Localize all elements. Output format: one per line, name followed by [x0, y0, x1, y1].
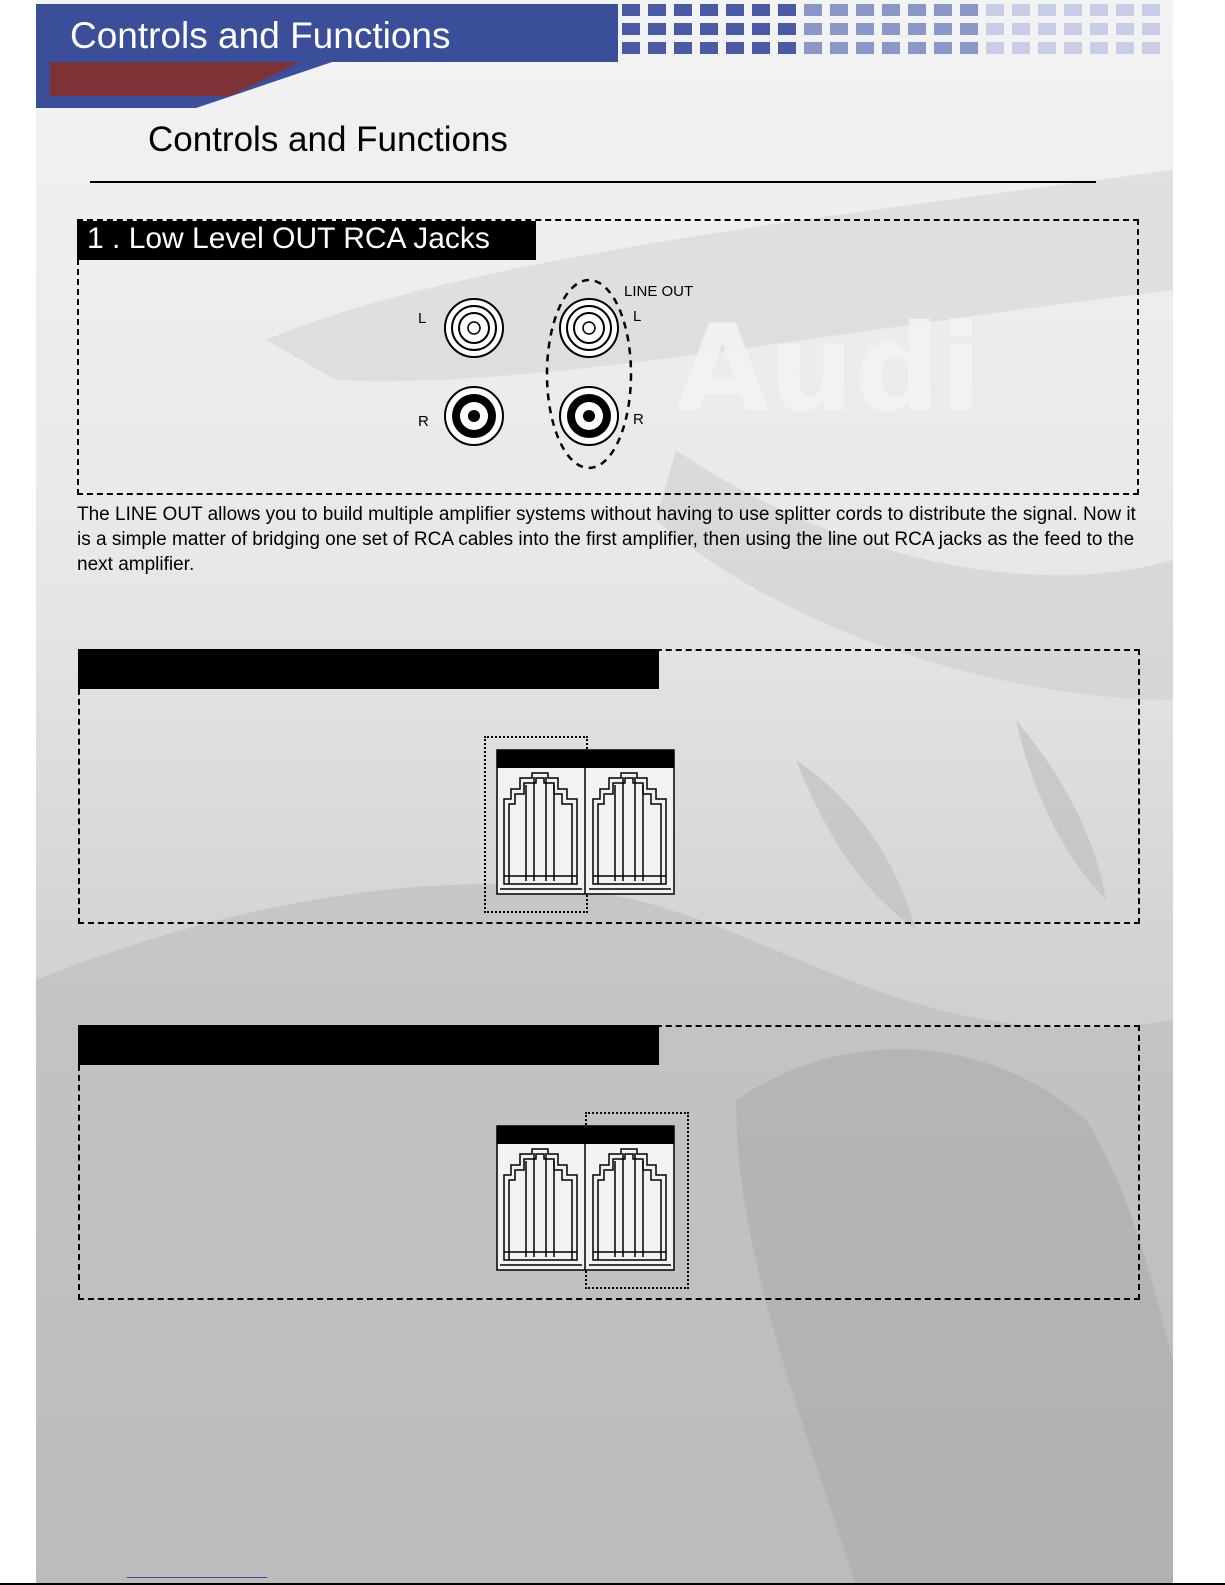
header-band-title: Controls and Functions	[70, 15, 451, 56]
grid-square	[908, 23, 926, 35]
grid-square	[1142, 42, 1160, 54]
grid-square	[778, 23, 796, 35]
section2-label	[78, 649, 659, 689]
grid-square	[1116, 4, 1134, 16]
footer-link-underline	[127, 1577, 267, 1578]
grid-square	[622, 4, 640, 16]
grid-square	[648, 23, 666, 35]
grid-square	[960, 42, 978, 54]
grid-square	[882, 4, 900, 16]
grid-square	[700, 42, 718, 54]
grid-square	[986, 4, 1004, 16]
grid-square	[830, 42, 848, 54]
title-underline	[90, 181, 1096, 183]
grid-square	[778, 4, 796, 16]
in-left-label: L	[418, 310, 427, 327]
grid-square	[934, 4, 952, 16]
grid-square	[622, 42, 640, 54]
in-right-label: R	[418, 413, 429, 430]
grid-square	[856, 4, 874, 16]
grid-square	[1038, 4, 1056, 16]
grid-square	[622, 23, 640, 35]
grid-square	[986, 42, 1004, 54]
grid-square	[778, 42, 796, 54]
grid-square	[934, 42, 952, 54]
out-right-label: R	[633, 411, 644, 428]
grid-square	[752, 4, 770, 16]
switch-diagram-2	[496, 1125, 676, 1271]
grid-square	[1038, 23, 1056, 35]
grid-square	[752, 23, 770, 35]
page-title: Controls and Functions	[148, 120, 508, 159]
grid-square	[648, 42, 666, 54]
grid-square	[856, 23, 874, 35]
grid-square	[830, 23, 848, 35]
grid-square	[700, 23, 718, 35]
grid-square	[1142, 23, 1160, 35]
grid-square	[726, 4, 744, 16]
rca-jack-in-right	[445, 387, 503, 445]
header-decorative-grid	[622, 4, 1160, 54]
grid-square	[1064, 42, 1082, 54]
svg-text:Audi: Audi	[676, 300, 982, 439]
grid-square	[804, 23, 822, 35]
grid-square	[1090, 4, 1108, 16]
section3-label	[78, 1025, 659, 1065]
grid-square	[856, 42, 874, 54]
grid-square	[752, 42, 770, 54]
line-out-label: LINE OUT	[624, 283, 694, 300]
rca-jack-out-right	[560, 387, 618, 445]
grid-square	[726, 42, 744, 54]
section1-description: The LINE OUT allows you to build multiple amplifier systems without having to use splitter cords to distribute the signal. Now it is a simple matter of bridging one set of RCA cables into the first amplifier, then using the line out RCA jacks as the feed to the next amplifier.	[77, 504, 1136, 575]
grid-square	[908, 42, 926, 54]
grid-square	[674, 4, 692, 16]
rca-jacks-diagram	[400, 270, 720, 480]
grid-square	[1038, 42, 1056, 54]
grid-square	[1064, 4, 1082, 16]
grid-square	[1012, 23, 1030, 35]
grid-square	[674, 42, 692, 54]
grid-square	[1012, 4, 1030, 16]
grid-square	[960, 4, 978, 16]
grid-square	[1142, 4, 1160, 16]
grid-square	[700, 4, 718, 16]
grid-square	[986, 23, 1004, 35]
grid-square	[882, 23, 900, 35]
grid-square	[1116, 23, 1134, 35]
rca-jack-out-left	[560, 299, 618, 357]
grid-square	[1090, 23, 1108, 35]
grid-square	[1064, 23, 1082, 35]
grid-square	[1116, 42, 1134, 54]
grid-square	[882, 42, 900, 54]
switch-diagram-1	[496, 749, 676, 895]
section1-label: 1 . Low Level OUT RCA Jacks	[77, 221, 536, 260]
grid-square	[1012, 42, 1030, 54]
grid-square	[648, 4, 666, 16]
grid-square	[934, 23, 952, 35]
grid-square	[726, 23, 744, 35]
grid-square	[804, 4, 822, 16]
grid-square	[674, 23, 692, 35]
grid-square	[1090, 42, 1108, 54]
grid-square	[804, 42, 822, 54]
grid-square	[960, 23, 978, 35]
rca-jack-in-left	[445, 299, 503, 357]
grid-square	[908, 4, 926, 16]
grid-square	[830, 4, 848, 16]
out-left-label: L	[633, 308, 642, 325]
